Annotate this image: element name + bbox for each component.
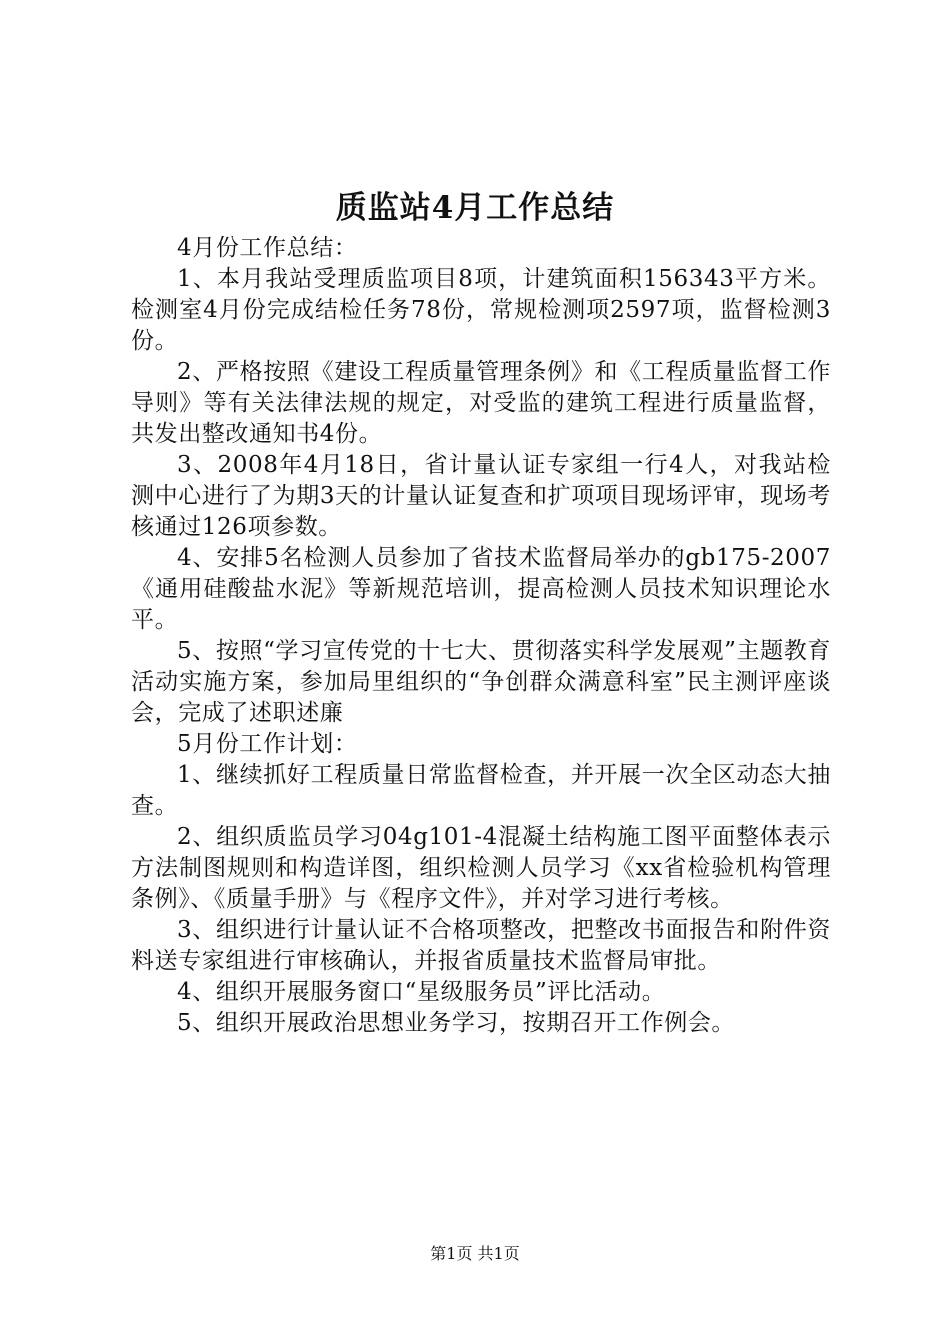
- paragraph-april-item-3: 3、2008年4月18日，省计量认证专家组一行4人，对我站检测中心进行了为期3天的计量认证复查和扩项项目现场评审，现场考核通过126项参数。: [131, 452, 831, 540]
- document-title: 质监站4月工作总结: [335, 190, 615, 226]
- paragraph-april-item-1: 1、本月我站受理质监项目8项，计建筑面积156343平方米。检测室4月份完成结检任务78份，常规检测项2597项，监督检测3份。: [131, 266, 831, 354]
- paragraph-april-item-4: 4、安排5名检测人员参加了省技术监督局举办的gb175-2007《通用硅酸盐水泥》等新规范培训，提高检测人员技术知识理论水平。: [131, 545, 831, 633]
- paragraph-april-summary-heading: 4月份工作总结：: [177, 235, 358, 261]
- paragraph-may-item-2: 2、组织质监员学习04g101-4混凝土结构施工图平面整体表示方法制图规则和构造详图，组织检测人员学习《xx省检验机构管理条例》、《质量手册》与《程序文件》，并对学习进行考核。: [131, 824, 831, 912]
- paragraph-april-item-5: 5、按照“学习宣传党的十七大、贯彻落实科学发展观”主题教育活动实施方案，参加局里组织的“争创群众满意科室”民主测评座谈会，完成了述职述廉: [131, 638, 831, 726]
- paragraph-may-plan-heading: 5月份工作计划：: [177, 731, 358, 757]
- page-number-footer: 第1页 共1页: [430, 1244, 520, 1263]
- paragraph-may-item-3: 3、组织进行计量认证不合格项整改，把整改书面报告和附件资料送专家组进行审核确认，并报省质量技术监督局审批。: [131, 917, 831, 974]
- paragraph-april-item-2: 2、严格按照《建设工程质量管理条例》和《工程质量监督工作导则》等有关法律法规的规定，对受监的建筑工程进行质量监督，共发出整改通知书4份。: [131, 359, 831, 447]
- paragraph-may-item-5: 5、组织开展政治思想业务学习，按期召开工作例会。: [177, 1010, 736, 1036]
- paragraph-may-item-1: 1、继续抓好工程质量日常监督检查，并开展一次全区动态大抽查。: [131, 762, 831, 819]
- paragraph-may-item-4: 4、组织开展服务窗口“星级服务员”评比活动。: [177, 979, 666, 1005]
- document-body: [131, 233, 831, 1039]
